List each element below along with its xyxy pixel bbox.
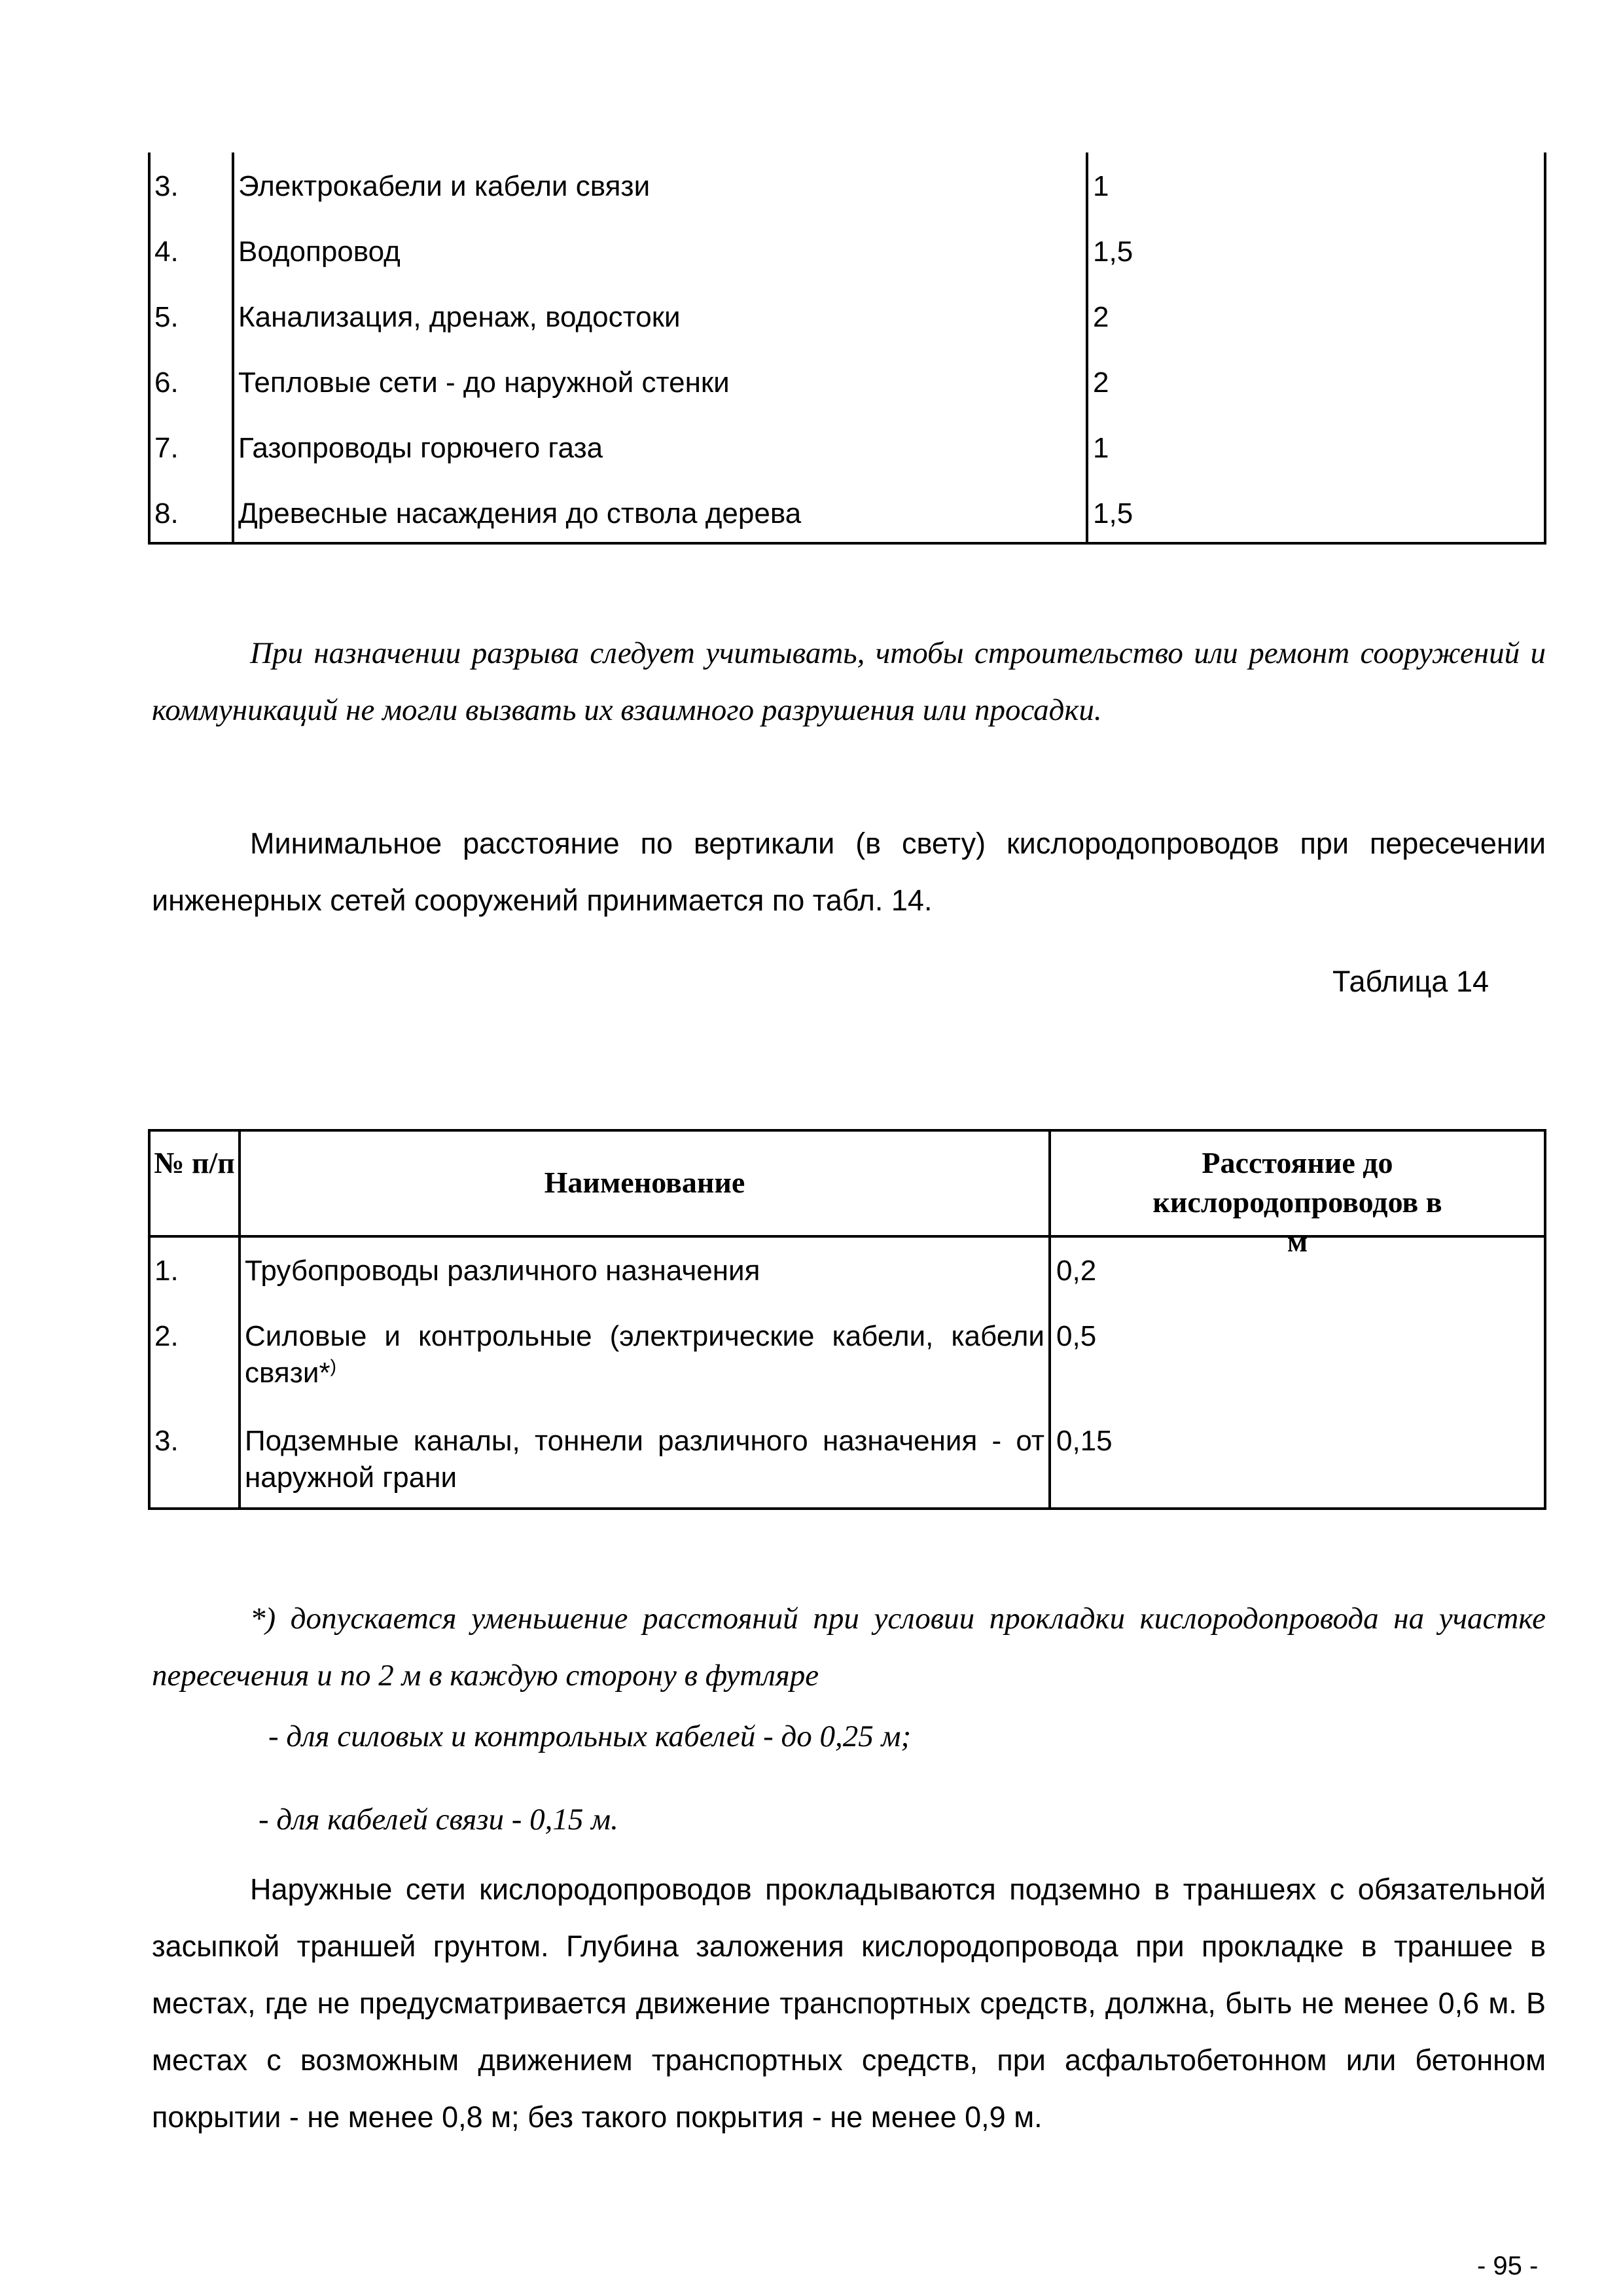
row-number: 2. — [154, 1320, 179, 1352]
column-divider — [1086, 152, 1088, 542]
row-number: 7. — [154, 432, 179, 464]
footnote-item: - для силовых и контрольных кабелей - до 0,25 м; — [268, 1719, 912, 1753]
row-name: Тепловые сети - до наружной стенки — [238, 367, 730, 399]
table-14 — [148, 1129, 1546, 1510]
paragraph-outer-networks: Наружные сети кислородопроводов прокладываются подземно в траншеях с обязательной засыпкой траншей грунтом. Глубина заложения кислородопровода при прокладке в траншее в местах, где не предусматривается движение транспортных средств, должна, быть не менее 0,6 м. В местах с возможным движением транспортных средств, при асфальтобетонном или бетонном покрытии - не менее 0,8 м; без такого покрытия - не менее 0,9 м. — [152, 1873, 1546, 2134]
table-previous — [148, 152, 1546, 545]
row-number: 5. — [154, 301, 179, 333]
row-value: 1 — [1093, 432, 1109, 464]
row-number: 1. — [154, 1255, 179, 1287]
header-num: № п/п — [154, 1146, 235, 1179]
header-distance: Расстояние до кислородопроводов в м — [1152, 1146, 1442, 1258]
row-value: 1,5 — [1093, 236, 1133, 268]
row-name: Электрокабели и кабели связи — [238, 170, 651, 202]
row-name: Канализация, дренаж, водостоки — [238, 301, 681, 333]
row-name — [245, 1318, 1044, 1391]
footnote-text: *) допускается уменьшение расстояний при условии прокладки кислородопровода на участке пересечения и по 2 м в каждую сторону в футляре — [152, 1602, 1546, 1693]
note-gap: При назначении разрыва следует учитывать, чтобы строительство или ремонт сооружений и коммуникаций не могли вызвать их взаимного разрушения или просадки. — [152, 636, 1546, 727]
row-value: 0,2 — [1056, 1255, 1097, 1287]
row-number: 4. — [154, 236, 179, 268]
row-name: Трубопроводы различного назначения — [245, 1255, 760, 1287]
footnote-mark: ) — [330, 1355, 336, 1376]
paragraph-min-distance: Минимальное расстояние по вертикали (в свету) кислородопроводов при пересечении инженерных сетей сооружений принимается по табл. 14. — [152, 827, 1546, 917]
page-number: - 95 - — [1477, 2251, 1539, 2280]
row-name: Подземные каналы, тоннели различного назначения - от наружной грани — [245, 1425, 1044, 1494]
row-value: 2 — [1093, 301, 1109, 333]
row-value: 2 — [1093, 367, 1109, 399]
table-caption: Таблица 14 — [1332, 965, 1489, 998]
row-name: Водопровод — [238, 236, 401, 268]
row-value: 1 — [1093, 170, 1109, 202]
row-number: 3. — [154, 170, 179, 202]
footnote-item: - для кабелей связи - 0,15 м. — [259, 1803, 618, 1837]
row-name: Газопроводы горючего газа — [238, 432, 603, 464]
row-number: 8. — [154, 497, 179, 529]
column-divider — [232, 152, 234, 542]
row-number: 3. — [154, 1425, 179, 1457]
header-name: Наименование — [544, 1166, 745, 1199]
row-number: 6. — [154, 367, 179, 399]
row-value: 0,15 — [1056, 1425, 1113, 1457]
row-value: 1,5 — [1093, 497, 1133, 529]
row-name-text: Силовые и контрольные (электрические кабели, кабели связи* — [245, 1320, 1044, 1389]
row-value: 0,5 — [1056, 1320, 1097, 1352]
row-name: Древесные насаждения до ствола дерева — [238, 497, 802, 529]
